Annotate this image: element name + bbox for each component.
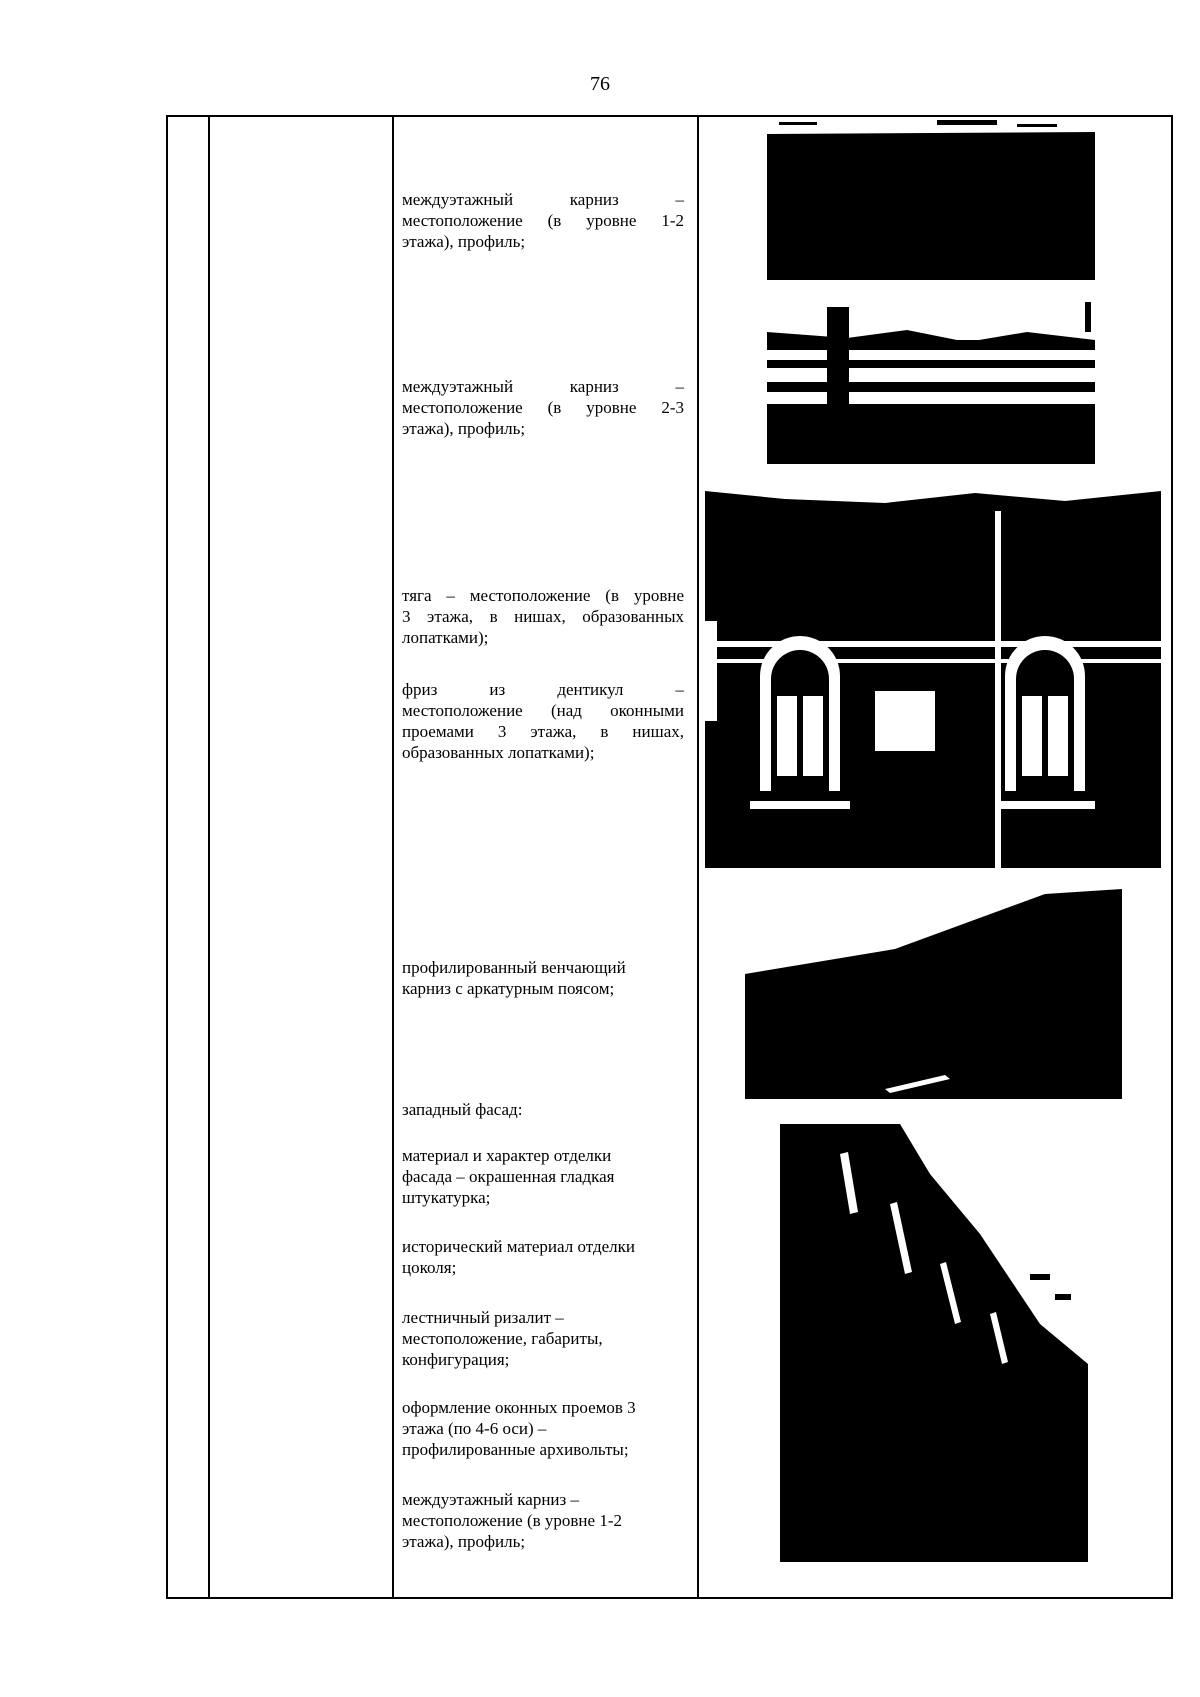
column-divider-3: [697, 115, 699, 1599]
photo-west-facade: [780, 1124, 1088, 1562]
table-border-top: [166, 115, 1173, 117]
item-dentil-frieze: фриз из дентикул – местоположение (над оконными проемами 3 этажа, в нишах, образованных лопатками);: [402, 680, 684, 762]
photo-facade-arched-windows: [705, 491, 1161, 868]
item-crowning-cornice: профилированный венчающий карниз с аркатурным поясом;: [402, 958, 626, 998]
item-window-archivolts: оформление оконных проемов 3 этажа (по 4-6 оси) – профилированные архивольты;: [402, 1398, 636, 1459]
item-west-facade-heading: западный фасад:: [402, 1100, 523, 1119]
item-interfloor-cornice-2-3: междуэтажный карниз – местоположение (в уровне 2-3 этажа), профиль;: [402, 377, 684, 438]
page-number: 76: [590, 73, 610, 95]
column-divider-1: [208, 115, 210, 1599]
photo-cornice-2-3: [767, 302, 1095, 464]
item-stair-risalit: лестничный ризалит – местоположение, габариты, конфигурация;: [402, 1308, 603, 1369]
column-divider-2: [392, 115, 394, 1599]
table-border-left: [166, 115, 168, 1599]
table-border-bottom: [166, 1597, 1173, 1599]
item-interfloor-cornice-west: междуэтажный карниз – местоположение (в уровне 1-2 этажа), профиль;: [402, 1490, 622, 1551]
table-border-right: [1171, 115, 1173, 1599]
item-facade-finish: материал и характер отделки фасада – окрашенная гладкая штукатурка;: [402, 1146, 615, 1207]
photo-cornice-1-2: [767, 118, 1095, 280]
item-plinth-material: исторический материал отделки цоколя;: [402, 1237, 635, 1277]
item-interfloor-cornice-1-2: междуэтажный карниз – местоположение (в уровне 1-2 этажа), профиль;: [402, 190, 684, 251]
photo-crowning-cornice: [745, 889, 1122, 1099]
item-belt-course: тяга – местоположение (в уровне 3 этажа, в нишах, образованных лопатками);: [402, 586, 684, 647]
